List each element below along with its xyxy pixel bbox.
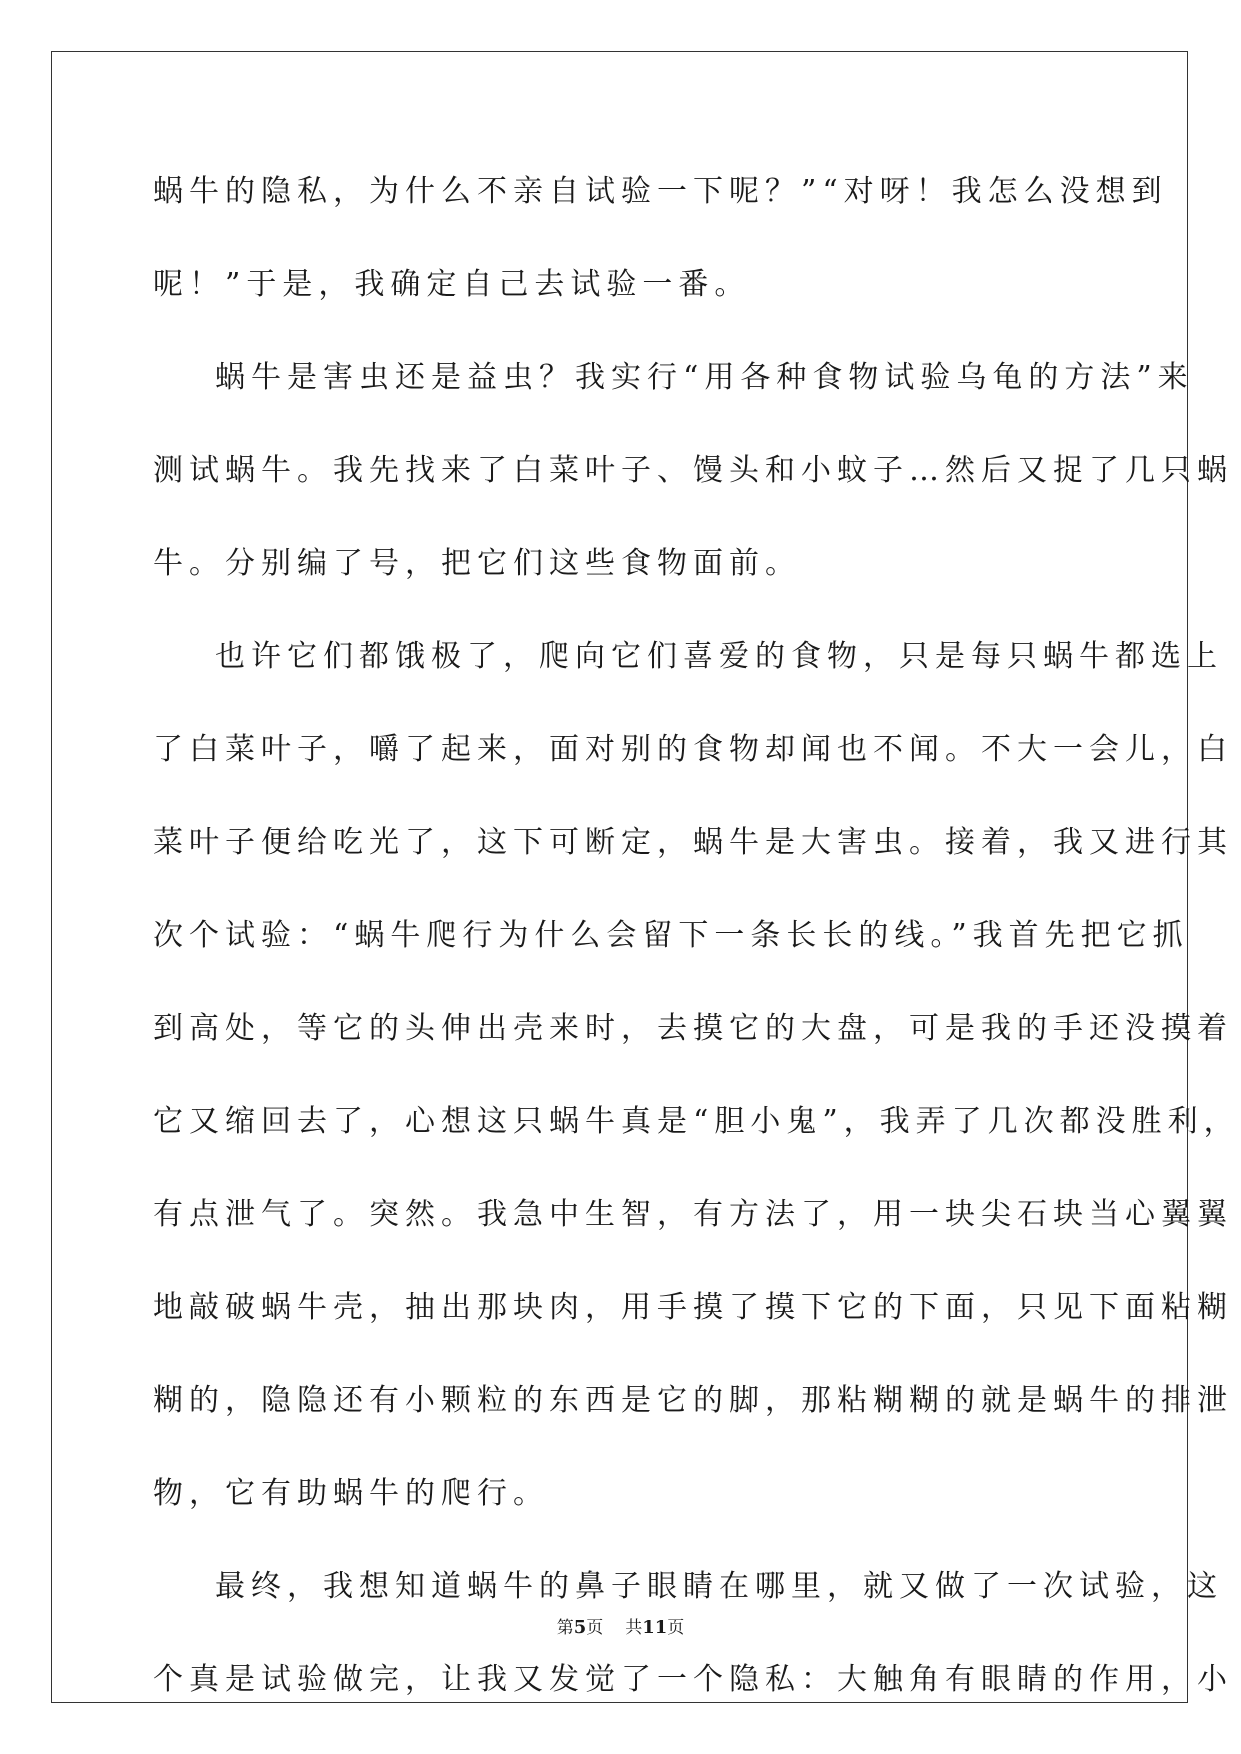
text-line: 测试蜗牛。我先找来了白菜叶子、馒头和小蚊子…然后又捉了几只蜗 [153, 453, 1233, 488]
page-footer [0, 1616, 1241, 1640]
text-line: 呢！”于是，我确定自己去试验一番。 [153, 267, 751, 302]
text-line: 有点泄气了。突然。我急中生智，有方法了，用一块尖石块当心翼翼 [153, 1197, 1233, 1232]
footer-total-suffix: 页 [667, 1618, 685, 1638]
text-line: 最终，我想知道蜗牛的鼻子眼睛在哪里，就又做了一次试验，这 [215, 1569, 1223, 1604]
text-line: 糊的，隐隐还有小颗粒的东西是它的脚，那粘糊糊的就是蜗牛的排泄 [153, 1383, 1233, 1418]
text-line: 物，它有助蜗牛的爬行。 [153, 1476, 549, 1511]
text-line: 蜗牛的隐私，为什么不亲自试验一下呢？”“对呀！我怎么没想到 [153, 174, 1168, 209]
text-line: 也许它们都饿极了，爬向它们喜爱的食物，只是每只蜗牛都选上 [215, 639, 1223, 674]
footer-total-prefix: 共 [625, 1618, 643, 1638]
footer-page-number: 5 [573, 1617, 587, 1638]
text-line: 了白菜叶子，嚼了起来，面对别的食物却闻也不闻。不大一会儿，白 [153, 732, 1233, 767]
footer-page-prefix: 第 [556, 1618, 574, 1638]
footer-page-suffix: 页 [586, 1618, 604, 1638]
text-line: 牛。分别编了号，把它们这些食物面前。 [153, 546, 801, 581]
footer-total-number: 11 [642, 1617, 668, 1638]
text-line: 到高处，等它的头伸出壳来时，去摸它的大盘，可是我的手还没摸着 [153, 1011, 1233, 1046]
text-line: 次个试验：“蜗牛爬行为什么会留下一条长长的线。”我首先把它抓 [153, 918, 1189, 953]
text-line: 蜗牛是害虫还是益虫？我实行“用各种食物试验乌龟的方法”来 [215, 360, 1194, 395]
text-line: 地敲破蜗牛壳，抽出那块肉，用手摸了摸下它的下面，只见下面粘糊 [153, 1290, 1233, 1325]
text-line: 它又缩回去了，心想这只蜗牛真是“胆小鬼”，我弄了几次都没胜利， [153, 1104, 1240, 1139]
text-line: 菜叶子便给吃光了，这下可断定，蜗牛是大害虫。接着，我又进行其 [153, 825, 1233, 860]
document-body [153, 152, 1240, 1733]
text-line: 个真是试验做完，让我又发觉了一个隐私：大触角有眼睛的作用，小 [153, 1662, 1233, 1697]
